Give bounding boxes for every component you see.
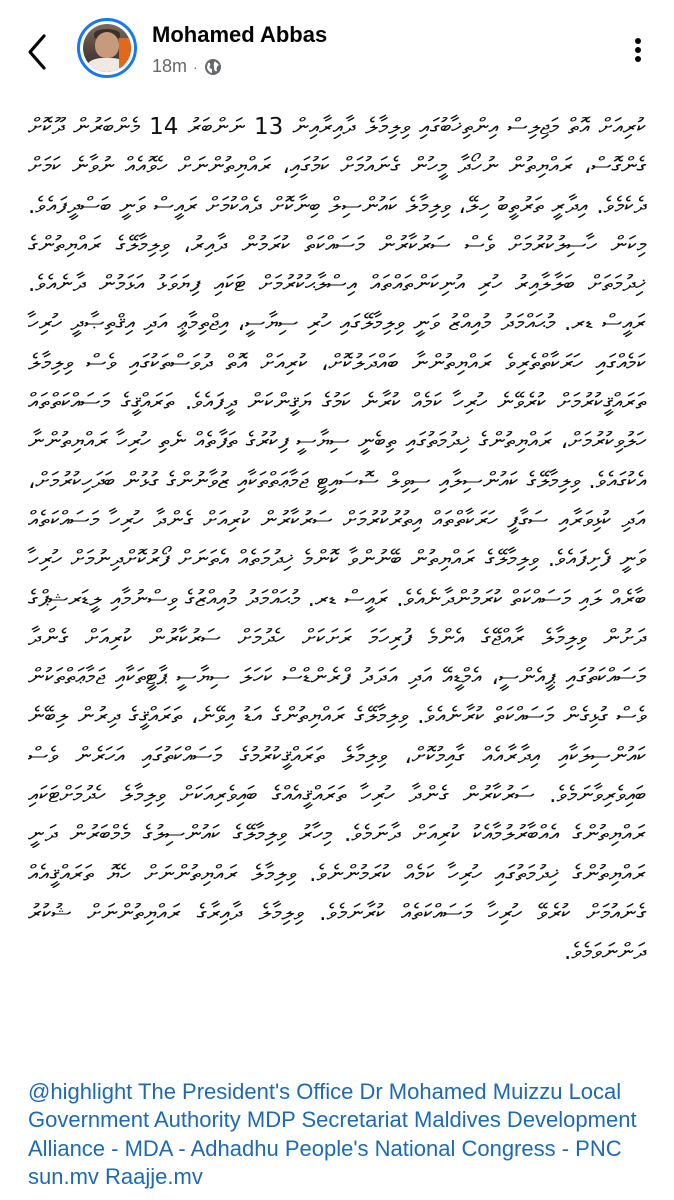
avatar[interactable]	[77, 18, 137, 78]
tag-mda[interactable]: Maldives Development Alliance - MDA -	[28, 1107, 637, 1161]
globe-icon[interactable]	[204, 58, 222, 76]
back-button[interactable]	[20, 30, 56, 74]
more-options-button[interactable]	[624, 36, 652, 64]
post-body-text: ކުރިއަށް އޮތް މަޖިލިސް އިންތިޚާބުގައި ވިލިމާލެ ދާއިރާއިން 13 ނަންބަރު 14 މެންބަރުން ދޫކޮށް ގެންގޮސް، ރައްޔިތުން ނުހޯދާ މީހުން ގެނައުމަށް ކަމުގައި، ރައްޔިތުންނަށް ހެވޮއެއް ނުވާނެ ކަމަށް ދެކެމެވެ. އިދާރީ ތަރުތީބު ހިލޭ، ވިލިމާލެ ކައުންސިލް ބިނާކޮށް ދެއްކުމަށް ރައީސް ވަނީ ބަސްދީފައެވެ. މިކަން ހާސިލުކުރުމަށް ވެސް ސަރުކާރުން މަސައްކަތް ކުރަމުން ދާއިރު، ވިލިމާލޭގެ ރައްޔިތުންގެ ޚިދުމަތަށް ބަލާލާއިރު ހުރި އުނިކަންތައްތައް އިސްލާޙުކުރުމަށް ޓަކައި ފިޔަވަޅު އަޅަމުން ދާނެއެވެ. ރައީސް ޑރ. މުޙައްމަދު މުއިއްޒު ވަނީ ވިލިމާލޭގައި ހުރި ސިޔާސީ، އިޖްތިމާޢީ އަދި އިޤްތިޞާދީ ހުރިހާ ކަމެއްގައި ހަރަކާތްތެރިވެ ރައްޔިތުންނާ ބައްދަލުކޮށް، ކުރިއަށް އޮތް ދުވަސްތަކުގައި ވެސް ވިލިމާލެ ތަރައްޤީކުރުމަށް ކުރެވޭނެ ހުރިހާ ކަމެއް ކުރާނެ ކަމުގެ ޔަޤީންކަން ދީފައެވެ. ތަރައްޤީގެ މަސައްކަތްތައް ހަލުވިކުރުމަށް، ރައްޔިތުންގެ ޚިދުމަތުގައި ތިބެނީ ސިޔާސީ ފިކުރުގެ ތަފާތެއް ނެތި ހުރިހާ ރައްޔިތުންނާ އެކުގައެވެ. ވިލިމާލޭގެ ކައުންސިލާއި ސިވިލް ސޮސައިޓީ ޖަމާޢަތްތަކާއި ޒުވާނުންގެ ގުޅުން ބަދަހިކުރުމަށް، އަދި ކުޅިވަރާއި ސަގާފީ ހަރަކާތްތައް އިތުރުކުރުމަށް ސަރުކާރުން ކުރިއަށް ގެންދާ ހުރިހާ މަސައްކަތެއް ވަނީ ފެށިފައެވެ. ވިލިމާލޭގެ ރައްޔިތުން ބޭނުންވާ ކޮންމެ ޚިދުމަތެއް އެތަނަށް ފޯރުކޮށްދިނުމަށް ހުރިހާ ބާރެއް ލައި މަސައްކަތް ކުރަމުންދާނެއެވެ. ރައީސް ޑރ. މުޙައްމަދު މުއިއްޒުގެ ވިސްނުމާއި ލީޑަރޝިޕްގެ ދަށުން ވިލިމާލެ ރާއްޖޭގެ އެންމެ ފުރިހަމަ ރަށަކަށް ހެދުމަށް ސަރުކާރުން ކުރިއަށް ގެންދާ މަސައްކަތުގައި ޕީއެންސީ، އެމްޑީއޭ އަދި އަދަދު ފްރެންޑްސް ކަހަލަ ސިޔާސީ ޕާޓީތަކާއި ޖަމާޢަތްތަކުން ވެސް ގުޅިގެން މަސައްކަތް ކުރާނެއެވެ. ވިލިމާލޭގެ ރައްޔިތުންގެ އަޑު އިވޭނެ، ތަރައްޤީގެ ދިރުން ލިބޭނެ ކައުންސިލަކާއި އިދާރާއެއް ގާއިމުކޮށް، ވިލިމާލެ ތަރައްޤީކުރުމުގެ މަސައްކަތުގައި އަހަރެން ވެސް ބައިވެރިވާނަމެވެ. ސަރުކާރުން ގެންދާ ހުރިހާ ތަރައްޤީއެއްގެ ބައިވެރިއަކަށް ވިލިމާލެ ހެދުމަށްޓަކައި ރައްޔިތުންގެ އެއްބާރުލުމާއެކު ކުރިއަށް ދާނަމެވެ. މިހާރު ވިލިމާލޭގެ ކައުންސިލުގެ މެމްބަރުން ދަނީ ރައްޔިތުންގެ ޚިދުމަތުގައި ހުރިހާ ކަމެއް ކުރަމުންނެވެ. ވިލިމާލެ ރައްޔިތުންނަށް ހެޔޮ ތަރައްޤީއެއް ގެނައުމަށް ކުރެވޭ ހުރިހާ މަސައްކަތެއް ކުރާނަމެވެ. ވިލިމާލެ ދާއިރާގެ ރައްޔިތުންނަށް ޝުކުރު ދަންނަވަމެވެ.	[28, 114, 646, 966]
tag-dr-mohamed-muizzu[interactable]: Dr Mohamed Muizzu	[359, 1079, 563, 1104]
meta-separator: ·	[193, 58, 198, 75]
chevron-left-icon	[20, 30, 56, 74]
tag-highlight[interactable]: @highlight	[28, 1079, 133, 1104]
more-dot	[635, 56, 641, 62]
avatar-photo	[83, 24, 131, 72]
post-tags	[28, 1078, 658, 1192]
tag-local-government-authority[interactable]: Local Government Authority	[28, 1079, 622, 1133]
tag-mdp-secretariat[interactable]: MDP Secretariat	[246, 1107, 408, 1133]
post-body	[28, 108, 646, 973]
post-meta	[152, 56, 222, 77]
more-dot	[635, 47, 641, 53]
tag-pnc[interactable]: Adhadhu People's National Congress - PNC	[190, 1135, 622, 1161]
tag-sun-mv[interactable]: sun.mv	[28, 1164, 99, 1190]
author-name[interactable]: Mohamed Abbas	[152, 22, 328, 47]
tag-raajje-mv[interactable]: Raajje.mv	[105, 1164, 203, 1190]
tag-presidents-office[interactable]: The President's Office	[138, 1079, 354, 1104]
post-timestamp[interactable]: 18m	[152, 56, 188, 76]
more-dot	[635, 38, 641, 44]
post-header	[0, 0, 674, 96]
